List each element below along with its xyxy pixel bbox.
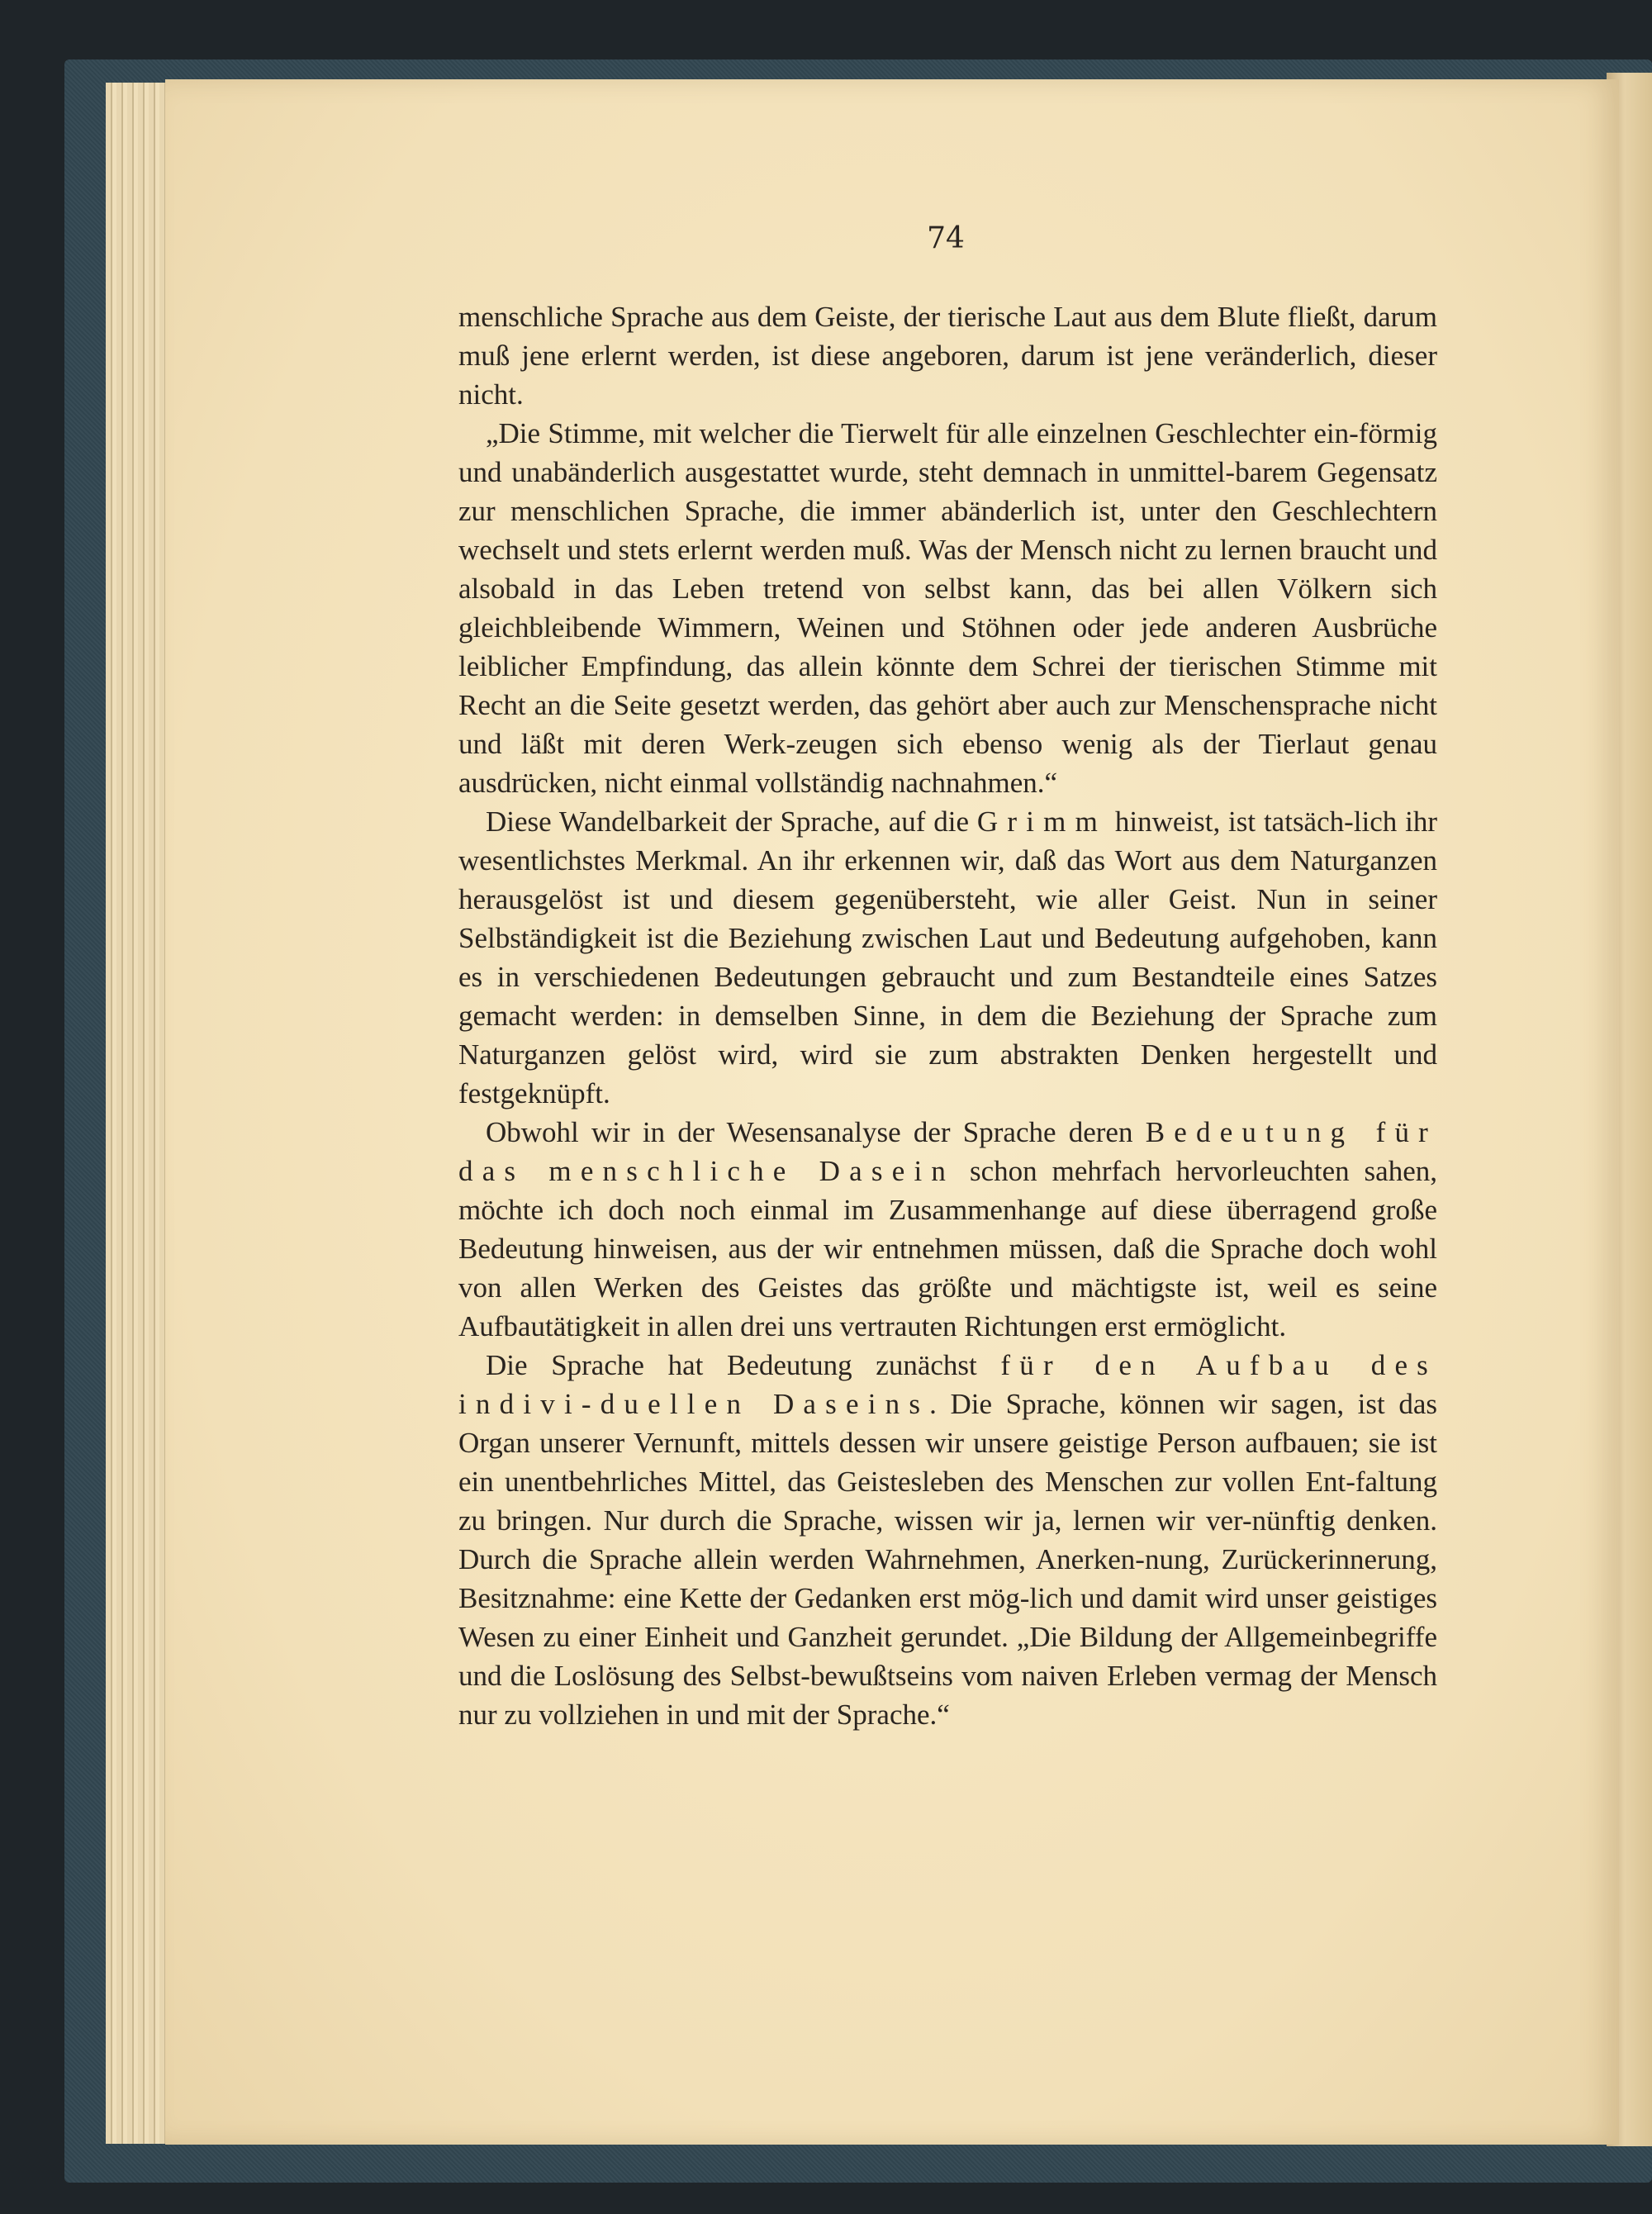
paragraph-2 xyxy=(458,414,1437,802)
text-segment: „Die Stimme, mit welcher die Tierwelt für alle einzelnen Geschlechter ein-förmig und unabänderlich ausgestattet wurde, steht demnach in unmittel-barem Gegensatz zur menschlichen Sprache, die immer abänderlich ist, unter den Geschlechtern wechselt und stets erlernt werden muß. Was der Mensch nicht zu lernen braucht und alsobald in das Leben tretend von selbst kann, das bei allen Völkern sich gleichbleibende Wimmern, Weinen und Stöhnen oder jede anderen Ausbrüche leiblicher Empfindung, das allein könnte dem Schrei der tierischen Stimme mit Recht an die Seite gesetzt werden, das gehört aber auch zur Menschensprache nicht und läßt mit deren Werk-zeugen sich ebenso wenig als der Tierlaut genau ausdrücken, nicht einmal vollständig nachnahmen.“ xyxy=(458,417,1437,799)
page-text xyxy=(458,297,1437,1734)
text-segment: schon mehrfach hervorleuchten sahen, möchte ich doch noch einmal im Zusammenhange auf diese überragend große Bedeutung hinweisen, aus der wir entnehmen müssen, daß die Sprache doch wohl von allen Werken des Geistes das größte und mächtigste ist, weil es seine Aufbautätigkeit in allen drei uns vertrauten Richtungen erst ermöglicht. xyxy=(458,1155,1437,1342)
paragraph-5 xyxy=(458,1346,1437,1734)
emphasized-text: für den Aufbau des indivi-duellen Daseins xyxy=(458,1349,1437,1420)
text-segment: menschliche Sprache aus dem Geiste, der tierische Laut aus dem Blute fließt, darum muß jene erlernt werden, ist diese angeboren, darum ist jene veränderlich, dieser nicht. xyxy=(458,301,1437,411)
text-segment: Obwohl wir in der Wesensanalyse der Sprache deren xyxy=(486,1116,1146,1148)
paragraph-4 xyxy=(458,1113,1437,1346)
text-segment: . Die Sprache, können wir sagen, ist das Organ unserer Vernunft, mittels dessen wir unsere geistige Person aufbauen; sie ist ein unentbehrliches Mittel, das Geistesleben des Menschen zur vollen Ent-faltung zu bringen. Nur durch die Sprache, wissen wir ja, lernen wir ver-nünftig denken. Durch die Sprache allein werden Wahrnehmen, Anerken-nung, Zurückerinnerung, Besitznahme: eine Kette der Gedanken erst mög-lich und damit wird unser geistiges Wesen zu einer Einheit und Ganzheit gerundet. „Die Bildung der Allgemeinbegriffe und die Loslösung des Selbst-bewußtseins vom naiven Erleben vermag der Mensch nur zu vollziehen in und mit der Sprache.“ xyxy=(458,1388,1437,1731)
paragraph-1 xyxy=(458,297,1437,414)
emphasized-text: Bedeutung für das menschliche Dasein xyxy=(458,1116,1438,1187)
page-number: 74 xyxy=(927,221,965,255)
text-segment: Die Sprache hat Bedeutung zunächst xyxy=(486,1349,1001,1381)
text-segment: hinweist, ist tatsäch-lich ihr wesentlichstes Merkmal. An ihr erkennen wir, daß das Wort aus dem Naturganzen herausgelöst ist und diesem gegenübersteht, wie aller Geist. Nun in seiner Selbständigkeit ist die Beziehung zwischen Laut und Bedeutung aufgehoben, kann es in verschiedenen Bedeutungen gebraucht und zum Bestandteile eines Satzes gemacht werden: in demselben Sinne, in dem die Beziehung der Sprache zum Naturganzen gelöst wird, wird sie zum abstrakten Denken hergestellt und festgeknüpft. xyxy=(458,805,1437,1109)
paragraph-3 xyxy=(458,802,1437,1113)
text-segment: Diese Wandelbarkeit der Sprache, auf die xyxy=(486,805,977,838)
emphasized-text: Grimm xyxy=(976,805,1108,838)
